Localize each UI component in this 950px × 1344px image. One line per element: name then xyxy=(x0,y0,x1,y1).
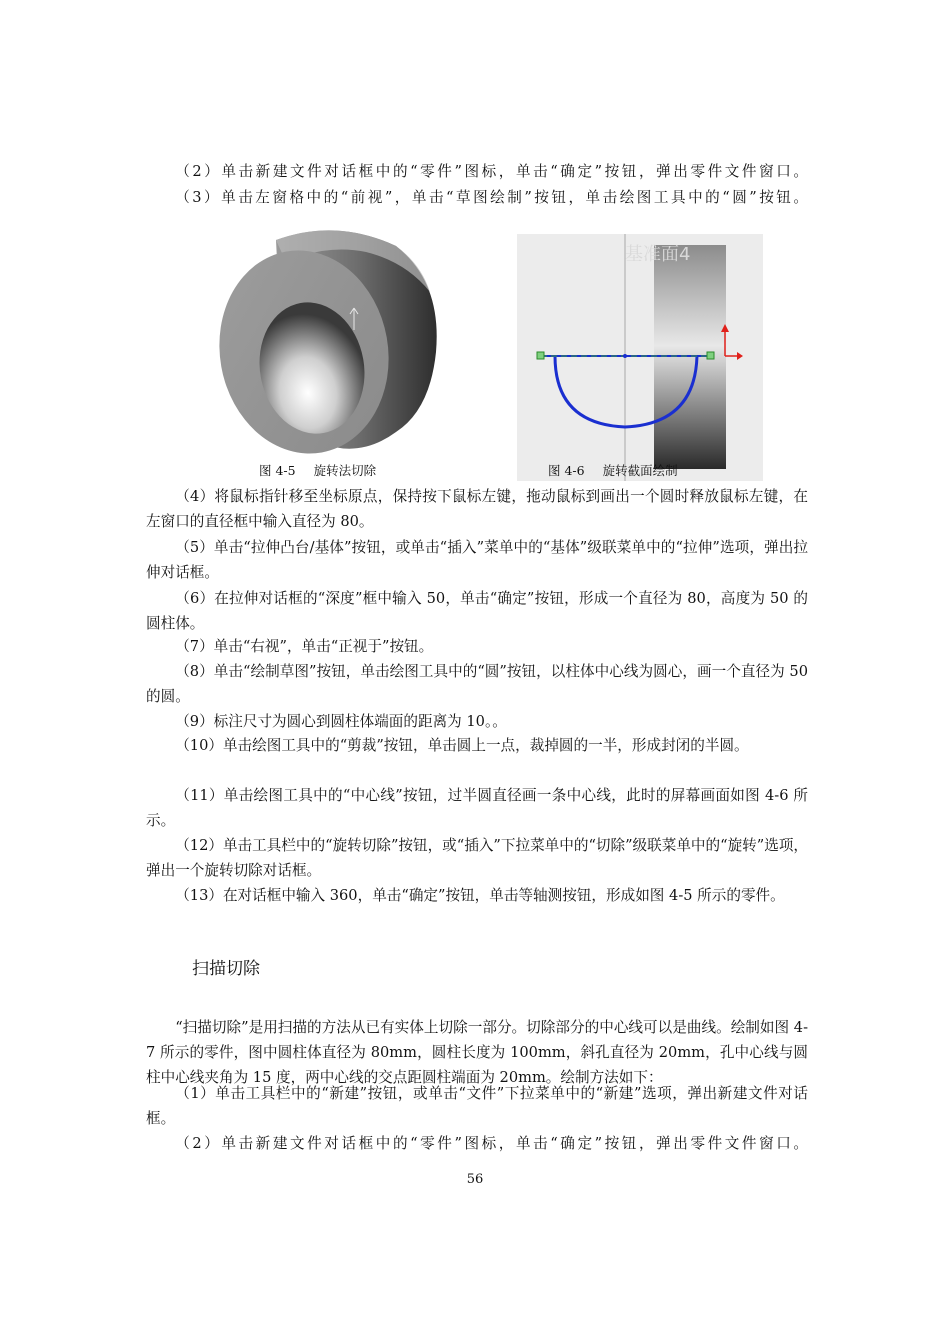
datum-plane-label: 基准面4 xyxy=(625,244,691,265)
paragraph-sweep-step-2: （2）单击新建文件对话框中的“零件”图标，单击“确定”按钮，弹出零件文件窗口。 xyxy=(175,1135,808,1152)
figure-4-6-caption-text: 旋转截面绘制 xyxy=(602,463,678,478)
section-heading: 扫描切除 xyxy=(192,959,260,979)
figure-4-5-caption xyxy=(259,463,376,479)
paragraph-step-4: （4）将鼠标指针移至坐标原点，保持按下鼠标左键，拖动鼠标到画出一个圆时释放鼠标左键，在左窗口的直径框中输入直径为 80。 xyxy=(146,488,808,531)
paragraph-step-8: （8）单击“绘制草图”按钮，单击绘图工具中的“圆”按钮，以柱体中心线为圆心，画一个直径为 50 的圆。 xyxy=(146,663,808,706)
figure-4-5-ring-image xyxy=(216,222,442,462)
figure-4-6-caption xyxy=(548,463,678,479)
paragraph-sweep-cut-intro: “扫描切除”是用扫描的方法从已有实体上切除一部分。切除部分的中心线可以是曲线。绘制如图 4-7 所示的零件，图中圆柱体直径为 80mm，圆柱长度为 100mm，斜孔直径为 20mm，孔中心线与圆柱中心线夹角为 15 度，两中心线的交点距圆柱端面为 20mm。绘制方法如下： xyxy=(146,1019,808,1087)
paragraph-step-5: （5）单击“拉伸凸台/基体”按钮，或单击“插入”菜单中的“基体”级联菜单中的“拉伸”选项，弹出拉伸对话框。 xyxy=(146,539,808,582)
paragraph-step-3: （3）单击左窗格中的“前视”，单击“草图绘制”按钮，单击绘图工具中的“圆”按钮。 xyxy=(175,189,808,206)
paragraph-step-11: （11）单击绘图工具中的“中心线”按钮，过半圆直径画一条中心线，此时的屏幕画面如图 4-6 所示。 xyxy=(146,787,808,830)
paragraph-step-6: （6）在拉伸对话框的“深度”框中输入 50，单击“确定”按钮，形成一个直径为 80，高度为 50 的圆柱体。 xyxy=(146,590,808,633)
paragraph-step-12: （12）单击工具栏中的“旋转切除”按钮，或“插入”下拉菜单中的“切除”级联菜单中的“旋转”选项，弹出一个旋转切除对话框。 xyxy=(146,837,809,880)
figure-4-5-caption-text: 旋转法切除 xyxy=(313,463,377,478)
paragraph-step-13: （13）在对话框中输入 360，单击“确定”按钮，单击等轴测按钮，形成如图 4-5 所示的零件。 xyxy=(175,887,785,904)
figure-4-5-caption-number: 图 4-5 xyxy=(259,463,296,478)
paragraph-step-7: （7）单击“右视”，单击“正视于”按钮。 xyxy=(175,638,434,655)
paragraph-step-10: （10）单击绘图工具中的“剪裁”按钮，单击圆上一点，裁掉圆的一半，形成封闭的半圆。 xyxy=(175,737,749,754)
ring-3d-icon xyxy=(216,222,442,462)
half-circle-sketch-icon xyxy=(517,234,763,481)
figure-4-6-sketch-viewport xyxy=(517,234,763,481)
figure-4-6-caption-number: 图 4-6 xyxy=(548,463,585,478)
paragraph-step-2: （2）单击新建文件对话框中的“零件”图标，单击“确定”按钮，弹出零件文件窗口。 xyxy=(175,163,808,180)
paragraph-step-9: （9）标注尺寸为圆心到圆柱体端面的距离为 10。。 xyxy=(175,713,507,730)
paragraph-sweep-step-1: （1）单击工具栏中的“新建”按钮，或单击“文件”下拉菜单中的“新建”选项，弹出新建文件对话框。 xyxy=(146,1085,808,1128)
page-number: 56 xyxy=(466,1172,484,1187)
